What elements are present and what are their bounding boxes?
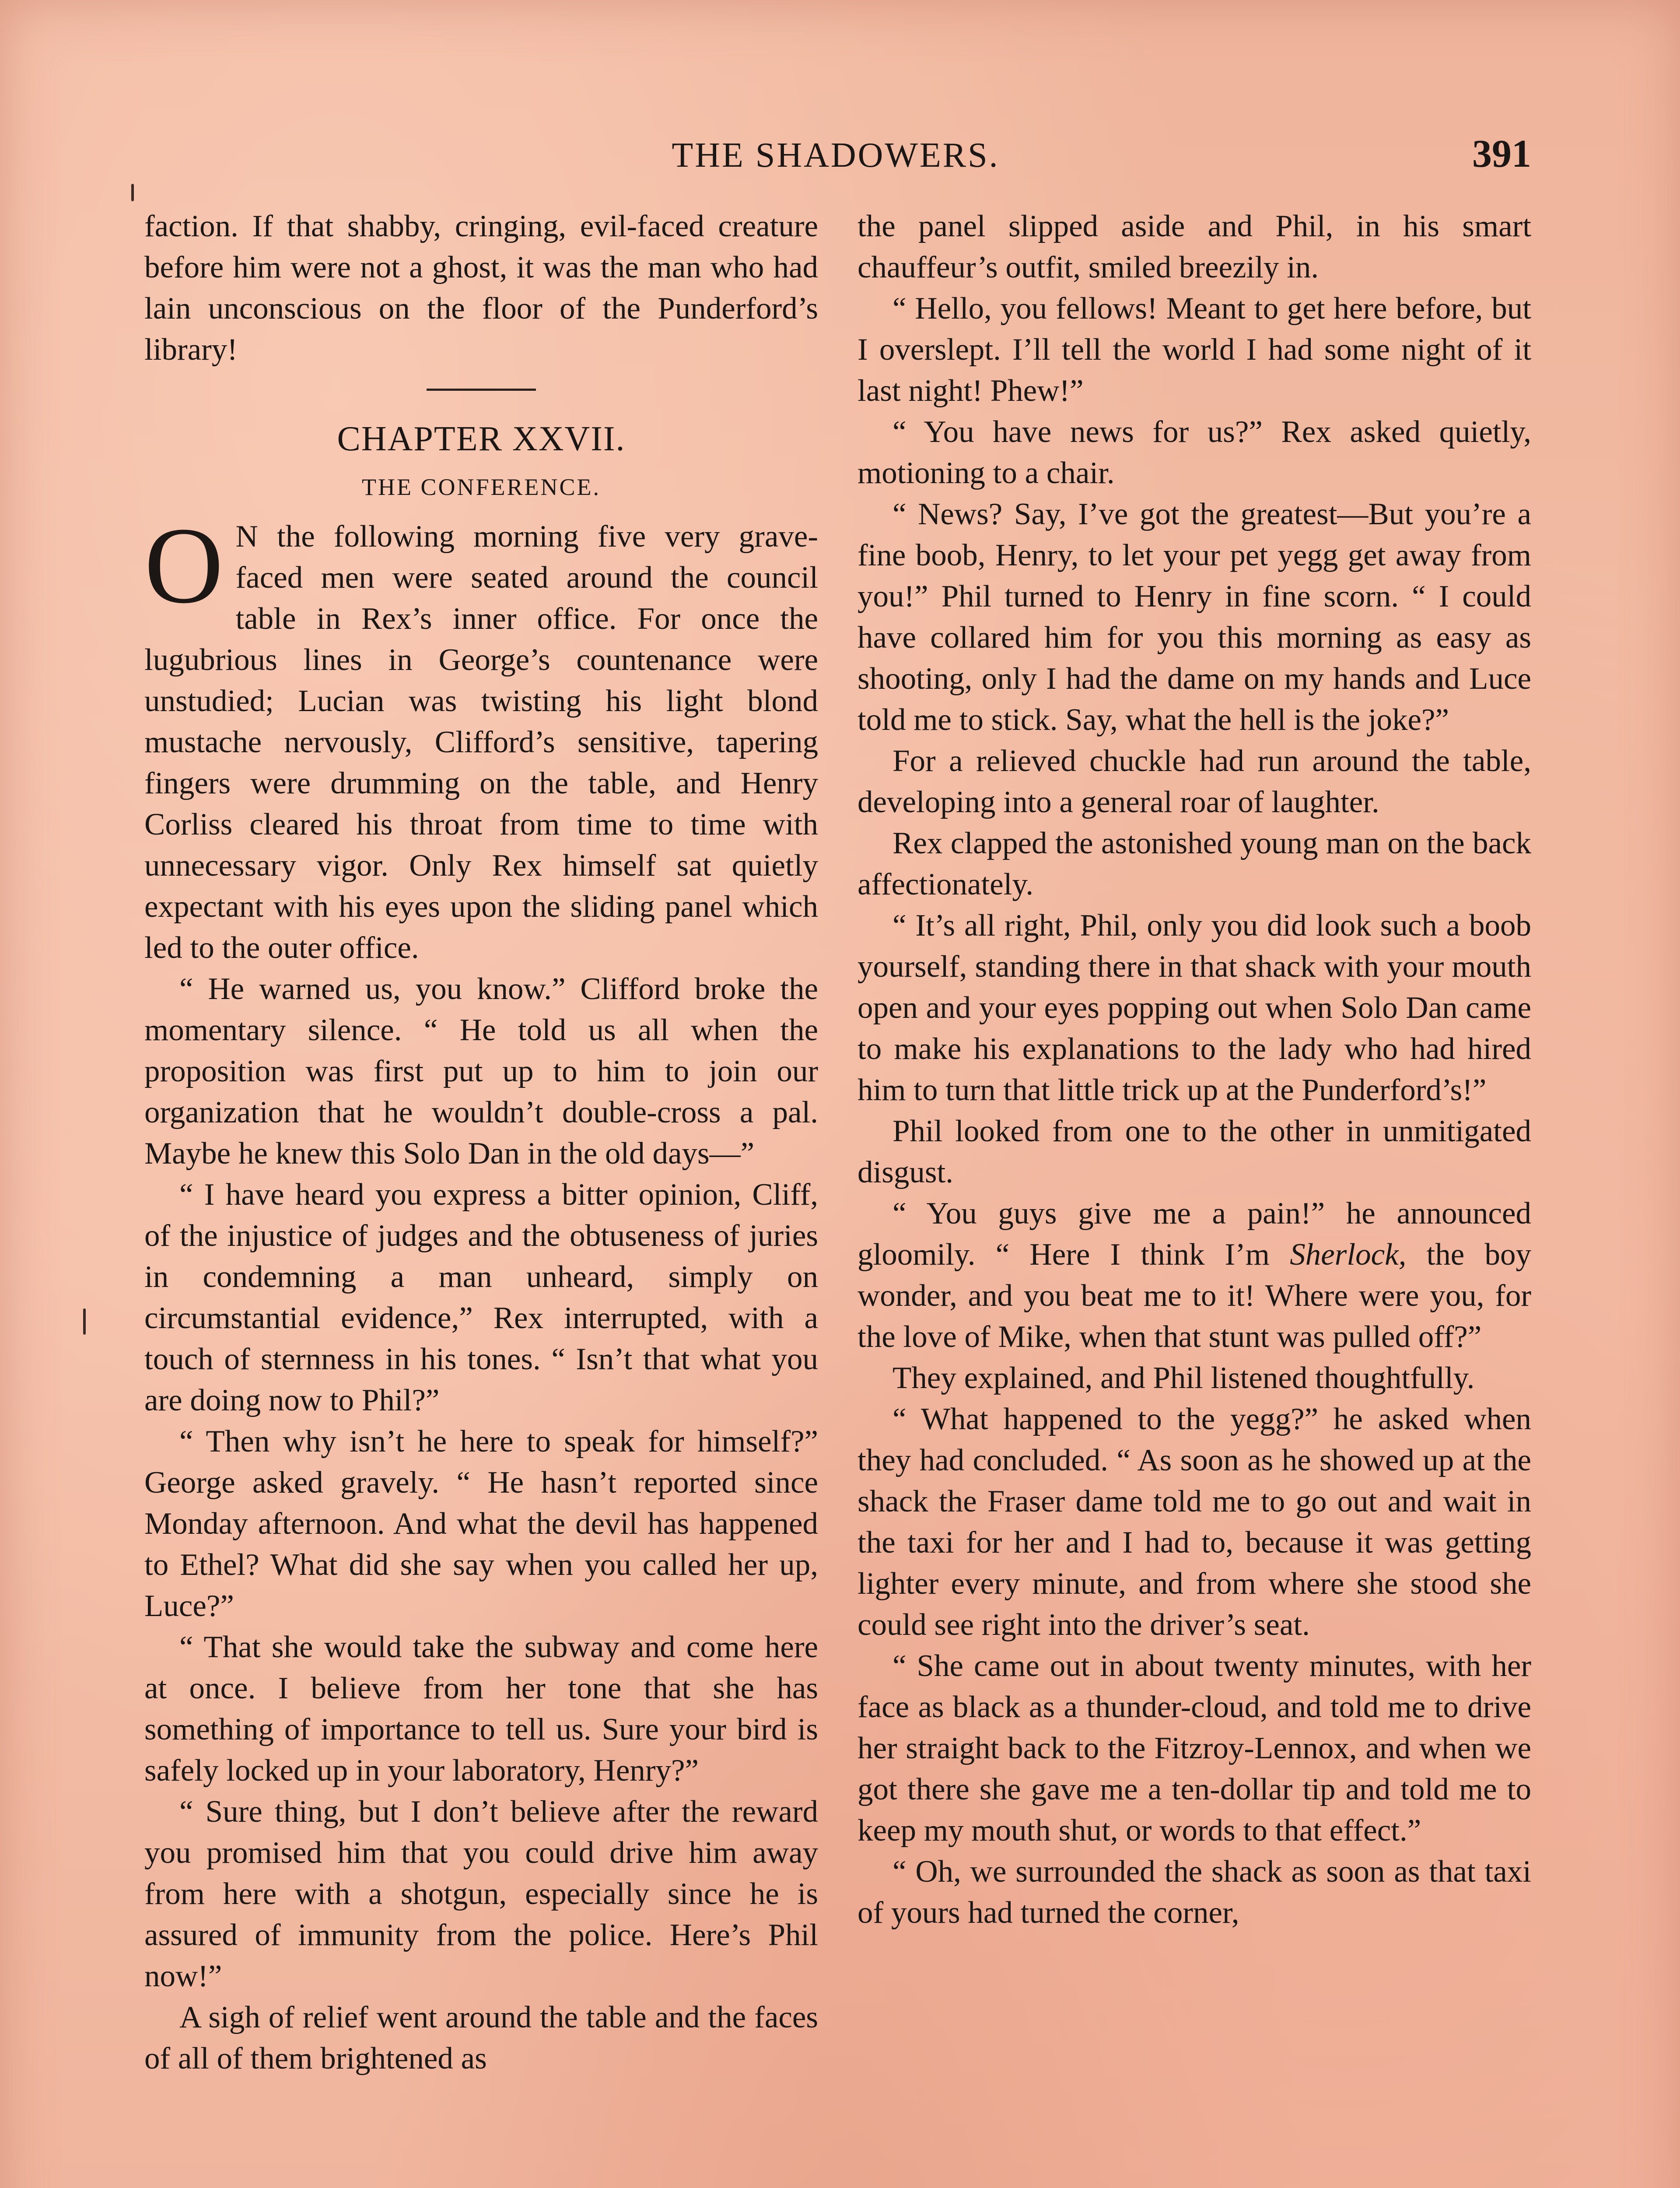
page-number: 391	[1472, 132, 1531, 175]
paragraph: “ That she would take the subway and come here at once. I believe from her tone that she has something of importance to tell us. Sure your bird is safely locked up in your laboratory, Henry?”	[144, 1630, 818, 1788]
opening-paragraph	[144, 505, 818, 968]
paragraph: “ Then why isn’t he here to speak for himself?” George asked gravely. “ He hasn’t reported since Monday afternoon. And what the devil has happened to Ethel? What did she say when you called her up, Luce?”	[144, 1424, 818, 1623]
paragraph: “ Oh, we surrounded the shack as soon as that taxi of yours had turned the corner,	[858, 1855, 1531, 1930]
paragraph: “ You have news for us?” Rex asked quietly, motioning to a chair.	[858, 415, 1531, 490]
paragraph: “ What happened to the yegg?” he asked when they had concluded. “ As soon as he showed up at the shack the Fraser dame told me to go out and wait in the taxi for her and I had to, because it was getting lighter every minute, and from where she stood she could see right into the driver’s seat.	[858, 1402, 1531, 1642]
paragraph: “ He warned us, you know.” Clifford broke the momentary silence. “ He told us all when the proposition was first put up to him to join our organization that he wouldn’t double-cross a pal. Maybe he knew this Solo Dan in the old days—”	[144, 972, 818, 1171]
drop-cap: O	[144, 505, 224, 626]
paragraph: “ She came out in about twenty minutes, with her face as black as a thunder-cloud, and told me to drive her straight back to the Fitzroy-Lennox, and when we got there she gave me a ten-dollar tip and told me to keep my mouth shut, or words to that effect.”	[858, 1649, 1531, 1848]
paragraph-text: the boy wonder, and you beat me to it! Where were you, for the love of Mike, when that stunt was pulled off?”	[858, 1238, 1532, 1354]
right-column	[858, 206, 1531, 1933]
paragraph: Phil looked from one to the other in unmitigated disgust.	[858, 1114, 1531, 1189]
running-title: THE SHADOWERS.	[672, 136, 1000, 175]
chapter-subtitle: THE CONFERENCE.	[362, 474, 601, 500]
page-header	[140, 131, 1531, 184]
paragraph: A sigh of relief went around the table and the faces of all of them brightened as	[144, 2000, 818, 2076]
paragraph	[858, 1193, 1531, 1357]
opening-paragraph-text: N the following morning five very grave-faced men were seated around the council table in Rex’s inner office. For once the lugubrious lines in George’s countenance were unstudied; Lucian was twisting his light blond mustache nervously, Clifford’s sensitive, tapering fingers were drumming on the table, and Henry Corliss cleared his throat from time to time with unnecessary vigor. Only Rex himself sat quietly expectant with his eyes upon the sliding panel which led to the outer office.	[144, 519, 818, 965]
paragraph: For a relieved chuckle had run around the table, developing into a general roar of laughter.	[858, 744, 1531, 819]
paragraph: the panel slipped aside and Phil, in his smart chauffeur’s outfit, smiled breezily in.	[858, 209, 1531, 284]
paragraph-text: “ You guys give me a pain!” he announced gloomily. “ Here I think I’m	[858, 1196, 1531, 1272]
page-blemish	[83, 1308, 86, 1335]
paragraph: “ I have heard you express a bitter opinion, Cliff, of the injustice of judges and the obtuseness of juries in condemning a man unheard, simply on circumstantial evidence,” Rex interrupted, with a touch of sternness in his tones. “ Isn’t that what you are doing now to Phil?”	[144, 1178, 818, 1417]
section-divider	[427, 389, 536, 391]
paragraph: faction. If that shabby, cringing, evil-faced creature before him were not a ghost, it was the man who had lain unconscious on the floor of the Punderford’s library!	[144, 209, 818, 367]
left-column	[144, 206, 818, 2079]
paragraph: “ Hello, you fellows! Meant to get here before, but I overslept. I’ll tell the world I had some night of it last night! Phew!”	[858, 291, 1531, 408]
paragraph: They explained, and Phil listened thoughtfully.	[892, 1361, 1475, 1395]
chapter-title: CHAPTER XXVII.	[337, 420, 626, 458]
italic-text: Sherlock,	[1290, 1238, 1407, 1272]
paragraph: “ News? Say, I’ve got the greatest—But you’re a fine boob, Henry, to let your pet yegg get away from you!” Phil turned to Henry in fine scorn. “ I could have collared him for you this morning as easy as shooting, only I had the dame on my hands and Luce told me to stick. Say, what the hell is the joke?”	[858, 497, 1531, 737]
page-blemish	[131, 184, 134, 201]
paragraph: Rex clapped the astonished young man on the back affectionately.	[858, 826, 1531, 901]
paragraph: “ It’s all right, Phil, only you did look such a boob yourself, standing there in that shack with your mouth open and your eyes popping out when Solo Dan came to make his explanations to the lady who had hired him to turn that little trick up at the Punderford’s!”	[858, 908, 1531, 1107]
paragraph: “ Sure thing, but I don’t believe after the reward you promised him that you could drive him away from here with a shotgun, especially since he is assured of immunity from the police. Here’s Phil now!”	[144, 1795, 818, 1993]
